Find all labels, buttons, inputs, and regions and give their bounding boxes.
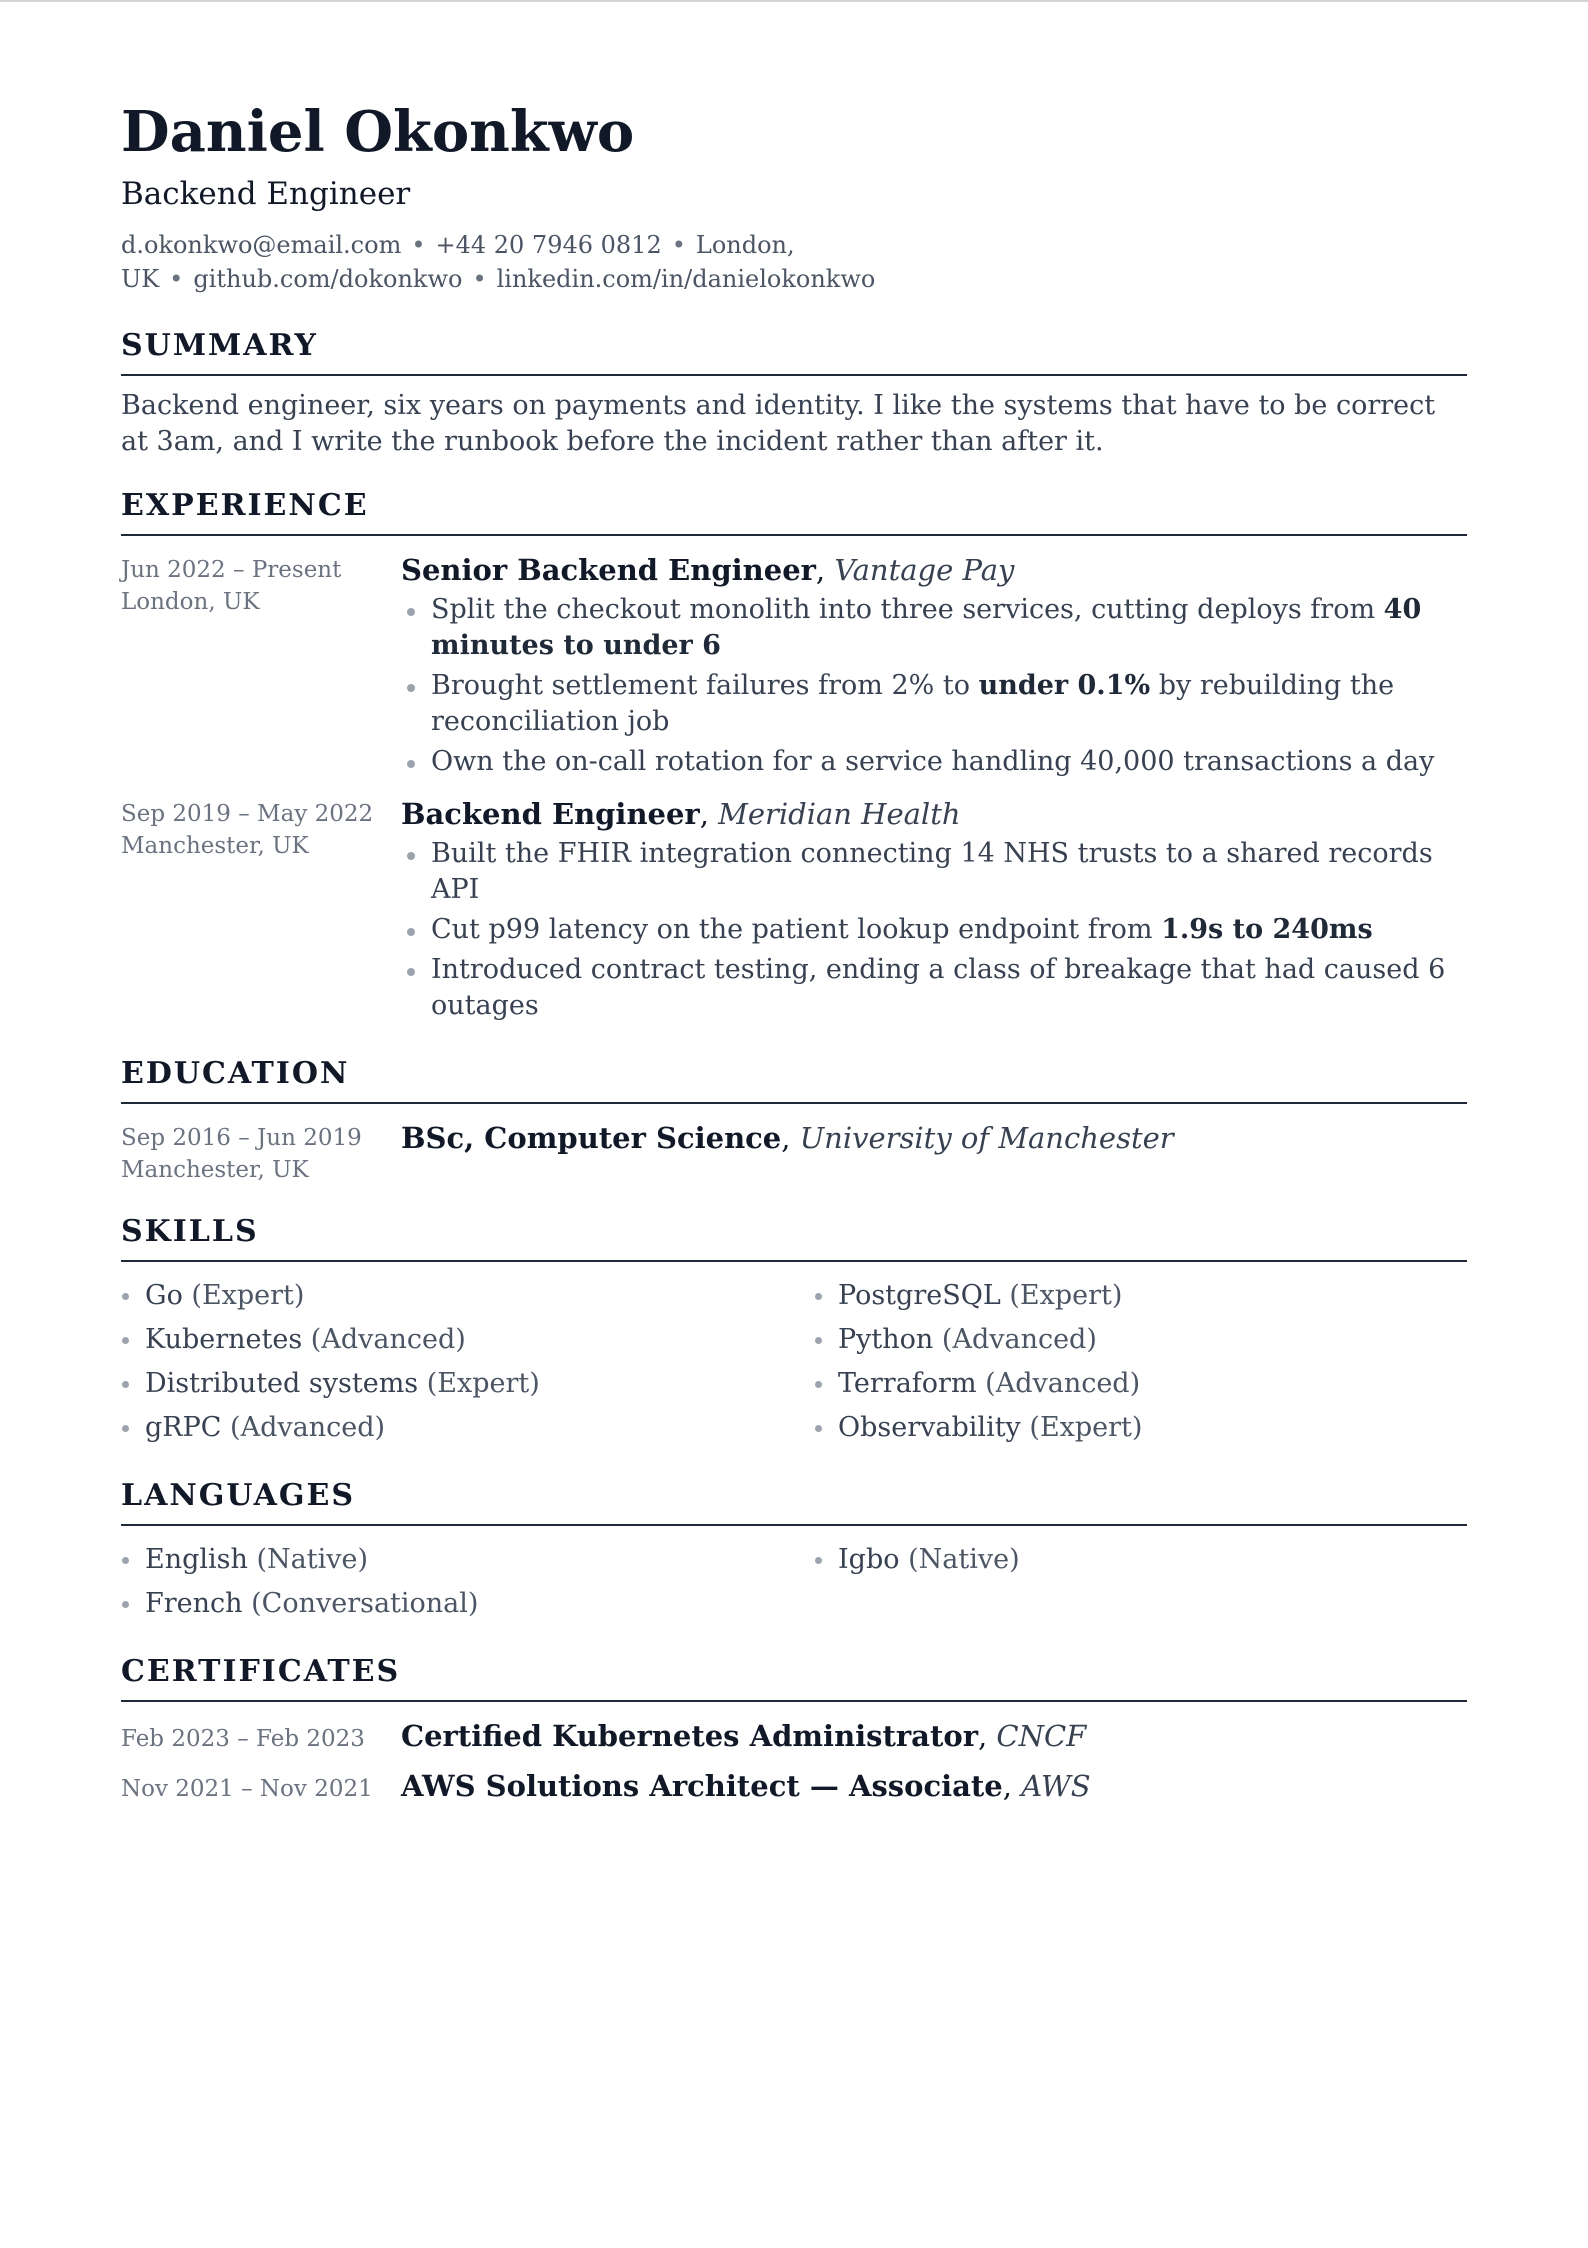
achievement-item: Brought settlement failures from 2% to under 0.1% by rebuilding the reconciliation job (401, 668, 1467, 740)
github-link[interactable]: github.com/dokonkwo (193, 265, 463, 293)
email-link[interactable]: d.okonkwo@email.com (121, 231, 402, 259)
degree: BSc, Computer Science (401, 1121, 782, 1155)
skill-item: Distributed systems (Expert) (121, 1362, 814, 1406)
skill-item: PostgreSQL (Expert) (814, 1274, 1467, 1318)
contact-separator: • (472, 265, 487, 293)
certificate-issuer: AWS (1021, 1769, 1091, 1803)
language-item: English (Native) (121, 1538, 814, 1582)
entry-dates: Jun 2022 – Present (121, 557, 342, 583)
certificates-section (121, 1652, 1467, 1806)
entry-heading: Senior Backend Engineer, Vantage Pay (401, 553, 1015, 587)
experience-entry (121, 550, 1467, 784)
skill-item: gRPC (Advanced) (121, 1406, 814, 1450)
entry-body (401, 1118, 1467, 1186)
section-title-experience: EXPERIENCE (121, 486, 1467, 536)
contact-separator: • (671, 231, 686, 259)
language-item: Igbo (Native) (814, 1538, 1467, 1582)
candidate-headline: Backend Engineer (121, 176, 411, 212)
employer: Vantage Pay (834, 553, 1015, 587)
contact-line (121, 228, 876, 296)
phone-number[interactable]: +44 20 7946 0812 (435, 231, 662, 259)
skills-list (121, 1274, 1467, 1450)
entry-meta (121, 550, 401, 784)
education-entry (121, 1118, 1467, 1186)
section-title-certificates: CERTIFICATES (121, 1652, 1467, 1702)
achievement-list (401, 592, 1467, 780)
section-title-languages: LANGUAGES (121, 1476, 1467, 1526)
section-title-summary: SUMMARY (121, 326, 1467, 376)
entry-dates: Nov 2021 – Nov 2021 (121, 1776, 373, 1802)
certificate-name: Certified Kubernetes Administrator (401, 1719, 978, 1753)
entry-location: Manchester, UK (121, 1157, 309, 1183)
entry-location: Manchester, UK (121, 833, 309, 859)
entry-dates: Sep 2016 – Jun 2019 (121, 1125, 362, 1151)
achievement-item: Cut p99 latency on the patient lookup endpoint from 1.9s to 240ms (401, 912, 1467, 948)
resume-page (121, 96, 1467, 1806)
entry-meta (121, 794, 401, 1028)
achievement-item: Introduced contract testing, ending a class of breakage that had caused 6 outages (401, 952, 1467, 1024)
certificate-entry (121, 1766, 1467, 1806)
skill-item: Go (Expert) (121, 1274, 814, 1318)
certificate-name: AWS Solutions Architect — Associate (401, 1769, 1003, 1803)
languages-list (121, 1538, 1467, 1626)
employer: Meridian Health (718, 797, 961, 831)
skill-item: Terraform (Advanced) (814, 1362, 1467, 1406)
certificate-entry (121, 1716, 1467, 1756)
achievement-list (401, 836, 1467, 1024)
achievement-item: Own the on-call rotation for a service handling 40,000 transactions a day (401, 744, 1467, 780)
entry-heading: Certified Kubernetes Administrator, CNCF (401, 1719, 1087, 1753)
entry-body (401, 794, 1467, 1028)
experience-section (121, 486, 1467, 1028)
top-border (0, 0, 1588, 2)
location: London, UK (121, 231, 795, 293)
contact-separator: • (169, 265, 184, 293)
entry-dates: Sep 2019 – May 2022 (121, 801, 374, 827)
entry-location: London, UK (121, 589, 260, 615)
experience-entry (121, 794, 1467, 1028)
job-title: Backend Engineer (401, 797, 700, 831)
entry-body (401, 550, 1467, 784)
language-item: French (Conversational) (121, 1582, 814, 1626)
skill-item: Kubernetes (Advanced) (121, 1318, 814, 1362)
entry-heading: BSc, Computer Science, University of Manchester (401, 1121, 1174, 1155)
achievement-item: Split the checkout monolith into three services, cutting deploys from 40 minutes to under 6 (401, 592, 1467, 664)
school: University of Manchester (799, 1121, 1174, 1155)
certificate-issuer: CNCF (996, 1719, 1087, 1753)
summary-text: Backend engineer, six years on payments and identity. I like the systems that have to be correct at 3am, and I write the runbook before the incident rather than after it. (121, 390, 1436, 457)
section-title-skills: SKILLS (121, 1212, 1467, 1262)
entry-meta (121, 1118, 401, 1186)
entry-heading: AWS Solutions Architect — Associate, AWS (401, 1769, 1091, 1803)
job-title: Senior Backend Engineer (401, 553, 816, 587)
candidate-name: Daniel Okonkwo (121, 99, 635, 165)
skills-section (121, 1212, 1467, 1450)
section-title-education: EDUCATION (121, 1054, 1467, 1104)
skill-item: Observability (Expert) (814, 1406, 1467, 1450)
entry-heading: Backend Engineer, Meridian Health (401, 797, 961, 831)
languages-section (121, 1476, 1467, 1626)
skill-item: Python (Advanced) (814, 1318, 1467, 1362)
contact-separator: • (411, 231, 426, 259)
linkedin-link[interactable]: linkedin.com/in/danielokonkwo (496, 265, 876, 293)
education-section (121, 1054, 1467, 1186)
summary-section (121, 326, 1467, 460)
achievement-item: Built the FHIR integration connecting 14 NHS trusts to a shared records API (401, 836, 1467, 908)
entry-dates: Feb 2023 – Feb 2023 (121, 1726, 365, 1752)
